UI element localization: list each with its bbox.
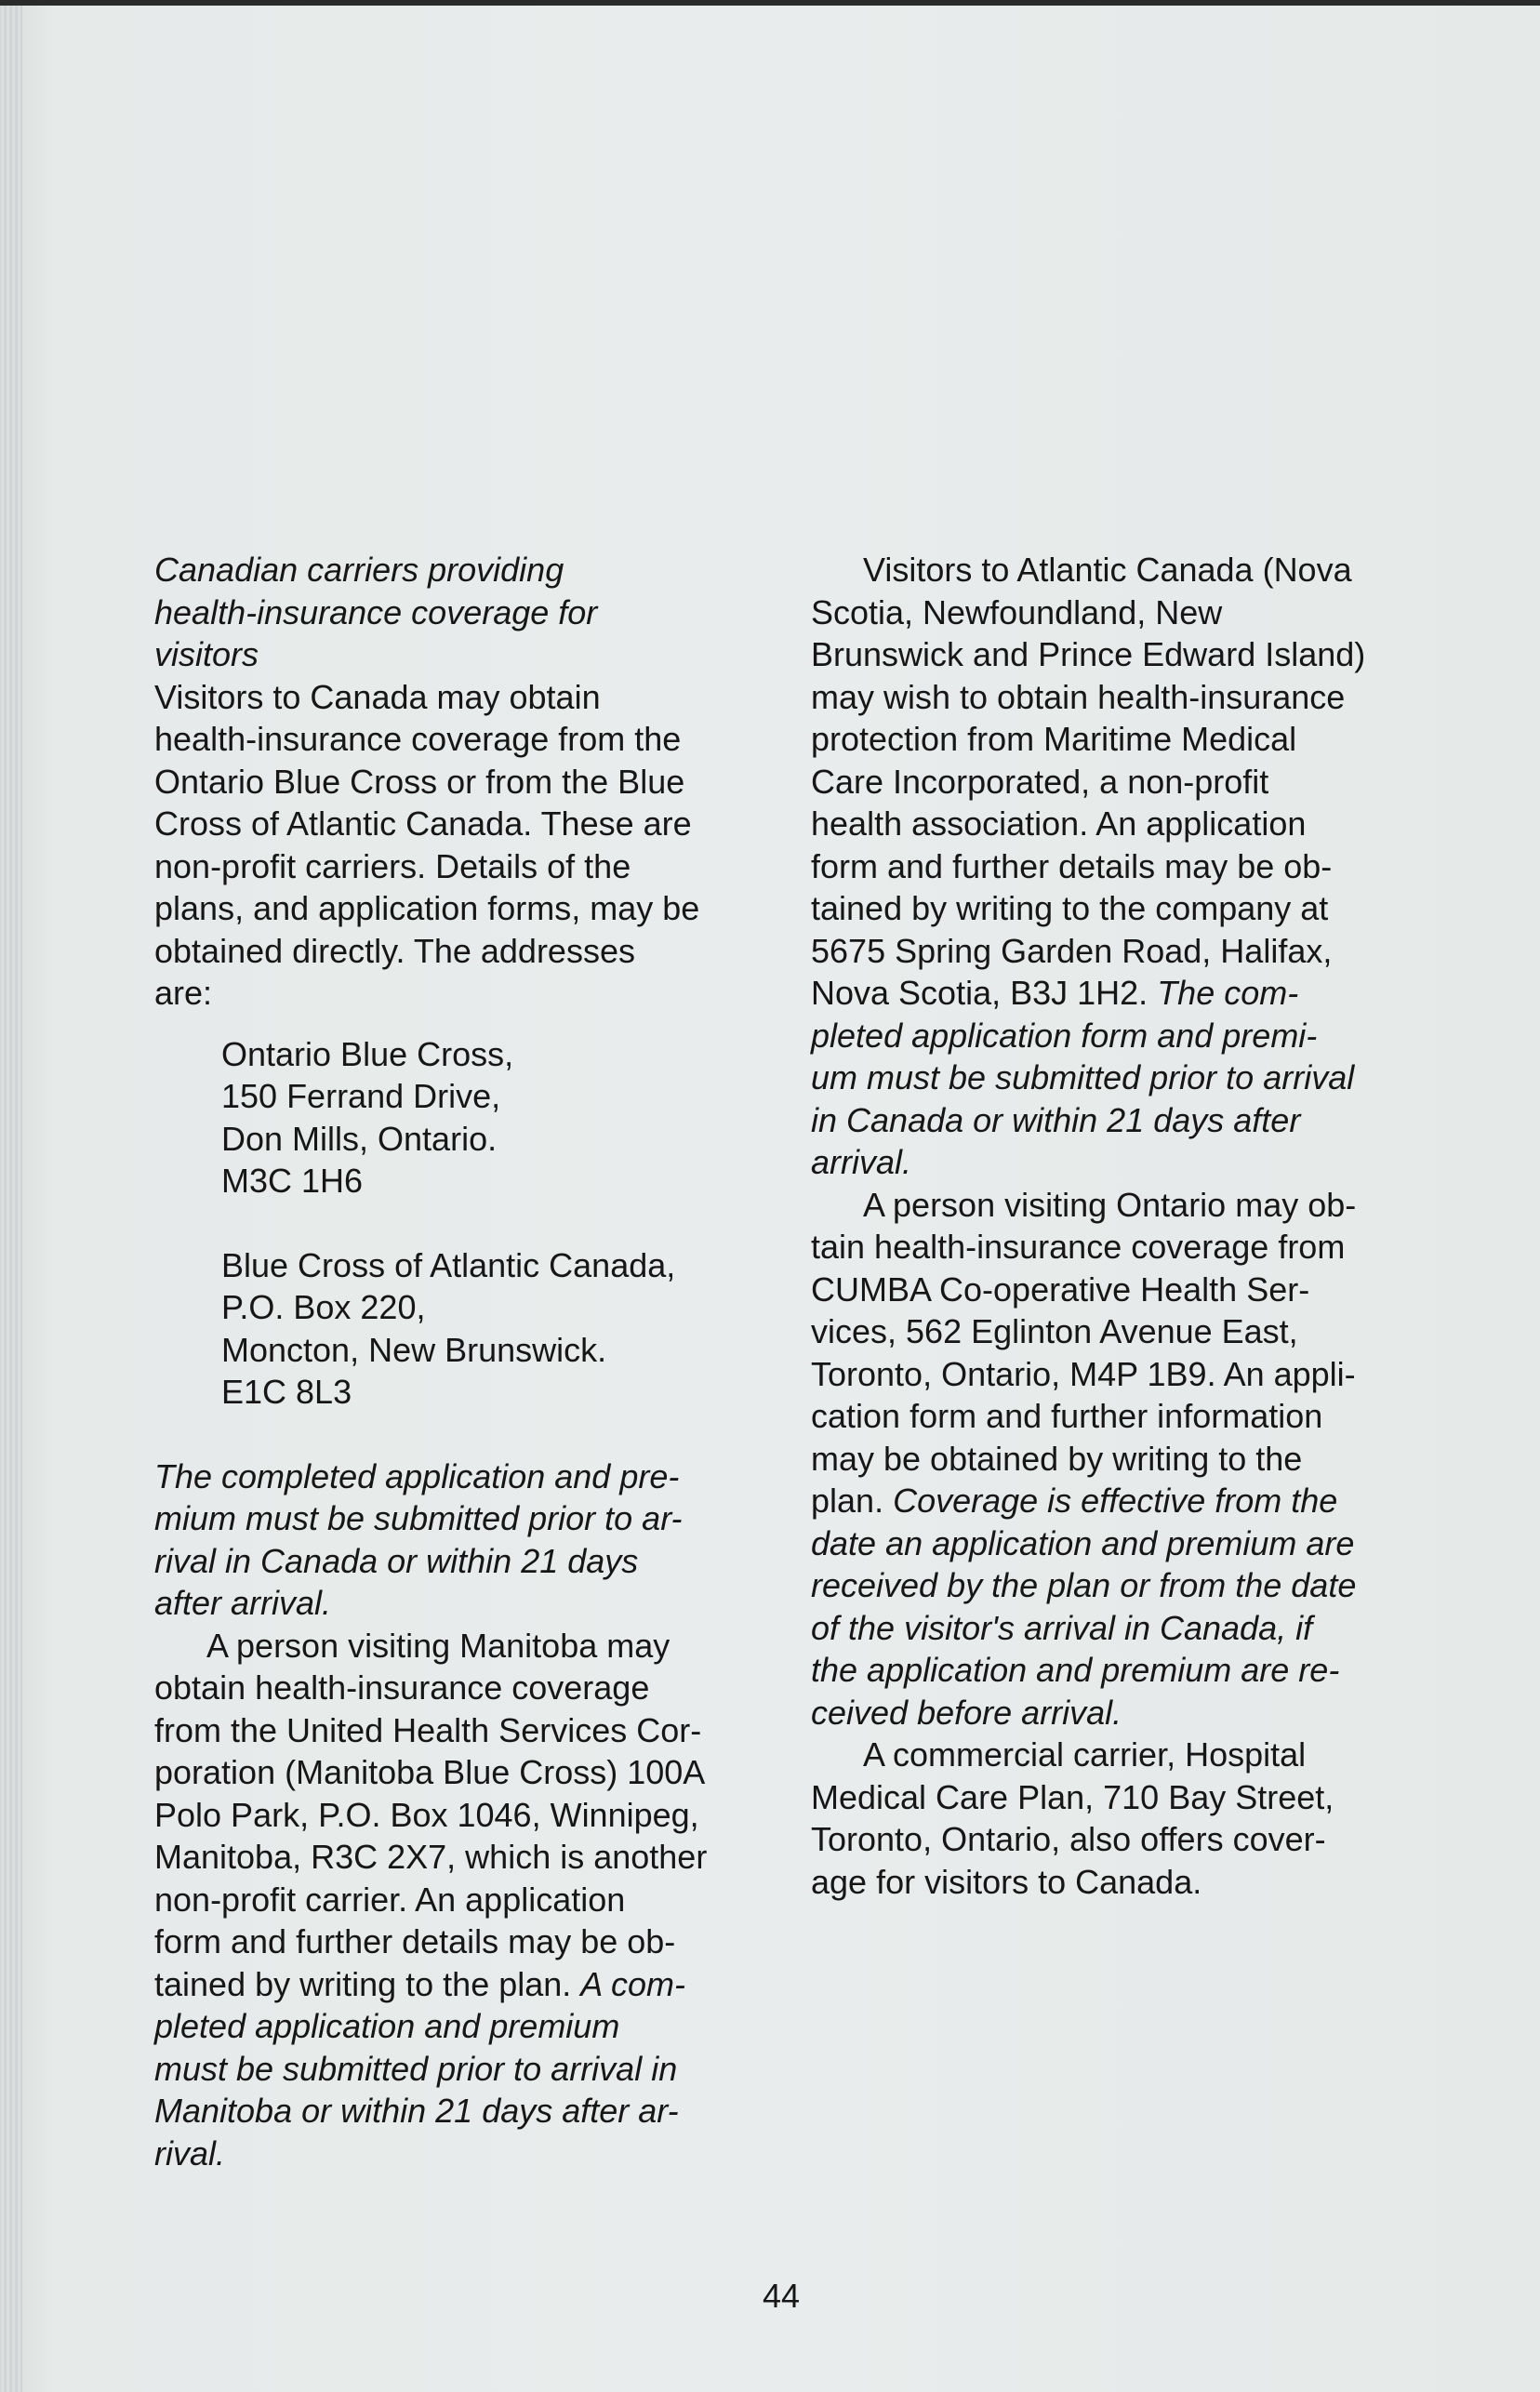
text-line: obtain health-insurance coverage [154, 1668, 650, 1707]
text-line: Ontario Blue Cross or from the Blue [154, 762, 685, 801]
text-line: CUMBA Co-operative Health Ser- [811, 1269, 1310, 1309]
commercial-carrier-paragraph [811, 1734, 1453, 1903]
text-line: rival. [154, 2133, 226, 2173]
heading-line: health-insurance coverage for [154, 592, 598, 631]
text-line: may wish to obtain health-insurance [811, 677, 1346, 716]
heading-line: visitors [154, 635, 259, 673]
address-line: Don Mills, Ontario. [221, 1119, 498, 1158]
text-line: form and further details may be ob- [154, 1922, 676, 1960]
text-line: Care Incorporated, a non-profit [811, 762, 1269, 801]
address-ontario-blue-cross [154, 1033, 796, 1203]
text-line: from the United Health Services Cor- [154, 1710, 702, 1749]
left-column [154, 549, 796, 2174]
text-line: 5675 Spring Garden Road, Halifax, [811, 931, 1333, 970]
text-line: Manitoba or within 21 days after ar- [154, 2092, 679, 2130]
text-line: age for visitors to Canada. [811, 1862, 1202, 1901]
text-line: tain health-insurance coverage from [811, 1228, 1346, 1266]
text-line: in Canada or within 21 days after [811, 1100, 1301, 1139]
text-line: tained by writing to the company at [811, 889, 1329, 927]
text-line: health-insurance coverage from the [154, 720, 682, 758]
address-line: Moncton, New Brunswick. [221, 1330, 607, 1369]
text-line: Medical Care Plan, 710 Bay Street, [811, 1777, 1334, 1816]
text-line [154, 1963, 796, 2006]
text-line: arrival. [811, 1143, 912, 1181]
address-line: 150 Ferrand Drive, [221, 1077, 501, 1115]
text-line: must be submitted prior to arrival in [154, 2049, 678, 2088]
text-line: the application and premium are re- [811, 1651, 1340, 1689]
text-line: cation form and further information [811, 1397, 1323, 1435]
text-line: after arrival. [154, 1584, 332, 1622]
text-segment-italic: The com- [1157, 974, 1299, 1012]
intro-paragraph [154, 676, 796, 1015]
text-line: plans, and application forms, may be [154, 889, 700, 927]
text-line: pleted application form and premi- [811, 1016, 1318, 1055]
text-line: obtained directly. The addresses [154, 931, 635, 970]
text-line: ceived before arrival. [811, 1693, 1122, 1732]
text-line: mium must be submitted prior to ar- [154, 1499, 683, 1537]
text-line: Toronto, Ontario, M4P 1B9. An appli- [811, 1354, 1356, 1393]
page-stack-edge [0, 0, 22, 2392]
text-line: non-profit carriers. Details of the [154, 846, 631, 885]
text-line: Manitoba, R3C 2X7, which is another [154, 1838, 708, 1876]
right-column [811, 549, 1453, 1903]
text-segment: tained by writing to the plan. [154, 1964, 581, 2003]
text-line: rival in Canada or within 21 days [154, 1541, 639, 1580]
text-segment: plan. [811, 1482, 894, 1520]
text-segment: Nova Scotia, B3J 1H2. [811, 974, 1158, 1012]
text-line: Visitors to Canada may obtain [154, 677, 601, 716]
address-line: Blue Cross of Atlantic Canada, [221, 1245, 676, 1284]
page-top-edge [0, 0, 1540, 6]
text-line: form and further details may be ob- [811, 846, 1333, 885]
text-line: health association. An application [811, 804, 1307, 843]
text-line: Brunswick and Prince Edward Island) [811, 635, 1366, 673]
text-line: vices, 562 Eglinton Avenue East, [811, 1312, 1298, 1350]
address-line: P.O. Box 220, [221, 1288, 426, 1326]
text-line: Scotia, Newfoundland, New [811, 592, 1223, 631]
text-line [811, 972, 1453, 1015]
address-line: E1C 8L3 [221, 1373, 352, 1411]
manitoba-paragraph [154, 1625, 796, 2175]
text-line: A person visiting Manitoba may [206, 1626, 670, 1665]
text-line: received by the plan or from the date [811, 1566, 1357, 1604]
address-line: M3C 1H6 [221, 1162, 364, 1200]
submission-notice [154, 1455, 796, 1625]
text-line: are: [154, 974, 213, 1012]
text-line: may be obtained by writing to the [811, 1439, 1303, 1478]
text-line: poration (Manitoba Blue Cross) 100A [154, 1753, 706, 1791]
text-line: pleted application and premium [154, 2007, 620, 2045]
text-line: A commercial carrier, Hospital [863, 1735, 1307, 1774]
text-segment-italic: A com- [580, 1964, 685, 2003]
address-line: Ontario Blue Cross, [221, 1034, 514, 1073]
heading-line: Canadian carriers providing [154, 551, 564, 589]
text-line: non-profit carrier. An application [154, 1880, 626, 1919]
text-line: protection from Maritime Medical [811, 720, 1297, 758]
text-line: Visitors to Atlantic Canada (Nova [863, 551, 1352, 589]
text-line: of the visitor's arrival in Canada, if [811, 1608, 1313, 1647]
atlantic-paragraph [811, 549, 1453, 1184]
text-line: Polo Park, P.O. Box 1046, Winnipeg, [154, 1795, 699, 1834]
text-line [811, 1480, 1453, 1522]
page-number: 44 [763, 2277, 801, 2315]
address-blue-cross-atlantic [154, 1244, 796, 1414]
section-heading [154, 549, 796, 676]
text-segment-italic: Coverage is effective from the [893, 1482, 1338, 1520]
text-line: Cross of Atlantic Canada. These are [154, 804, 692, 843]
text-line: Toronto, Ontario, also offers cover- [811, 1820, 1326, 1858]
text-line: A person visiting Ontario may ob- [863, 1185, 1357, 1224]
ontario-paragraph [811, 1184, 1453, 1734]
text-line: date an application and premium are [811, 1523, 1355, 1562]
text-line: The completed application and pre- [154, 1456, 680, 1495]
text-line: um must be submitted prior to arrival [811, 1058, 1355, 1096]
